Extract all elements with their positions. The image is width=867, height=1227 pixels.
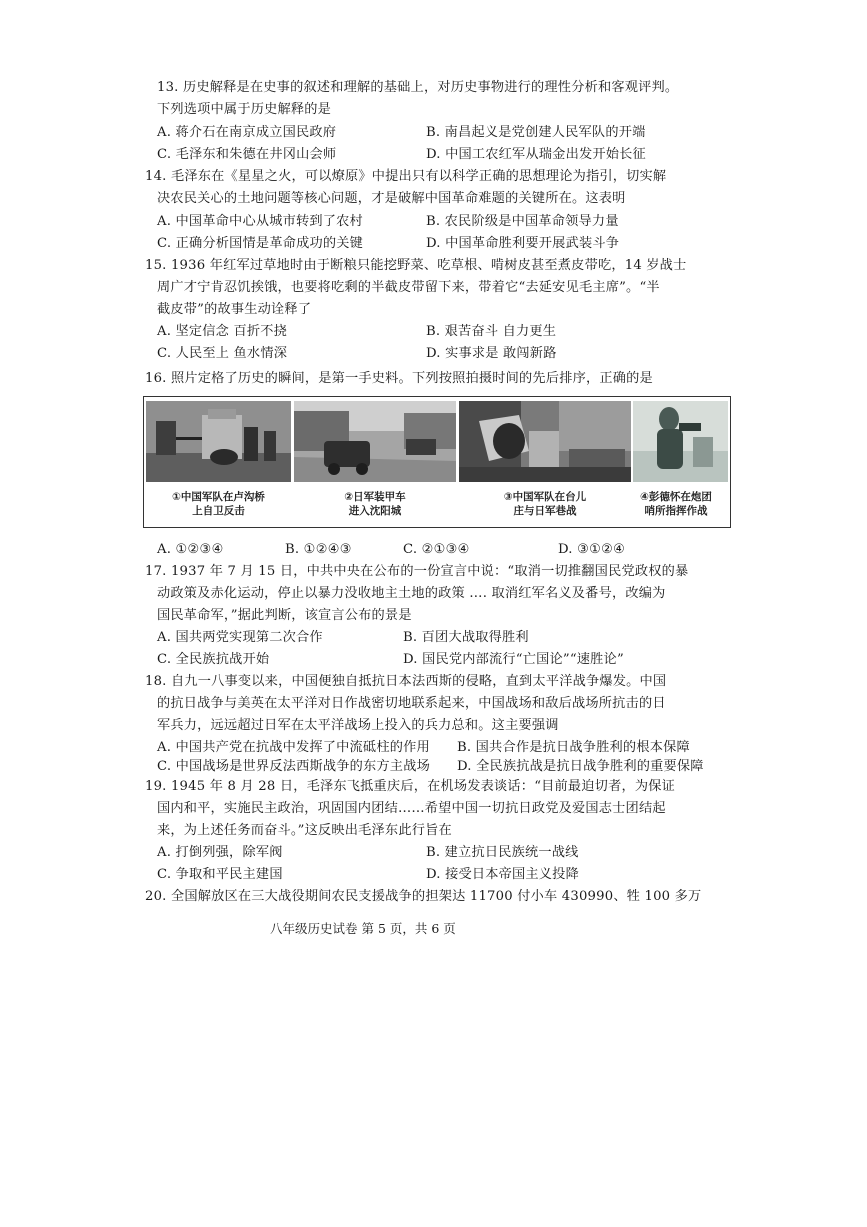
q13-option-c: C. 毛泽东和朱德在井冈山会师: [157, 147, 337, 162]
q18-stem-line-1: 18. 自九一八事变以来，中国便独自抵抗日本法西斯的侵略，直到太平洋战争爆发。中国: [145, 674, 667, 689]
q19-option-a: A. 打倒列强，除军阀: [157, 845, 283, 860]
q17-option-c: C. 全民族抗战开始: [157, 652, 270, 667]
q19-stem-line-2: 国内和平，实施民主政治，巩固国内团结……希望中国一切抗日政党及爱国志士团结起: [157, 801, 666, 816]
q19-option-c: C. 争取和平民主建国: [157, 867, 283, 882]
q17-stem-line-2: 动政策及赤化运动，停止以暴力没收地主土地的政策 …. 取消红军名义及番号，改编为: [157, 586, 666, 601]
photo-2-caption-line-1: ②日军装甲车: [344, 491, 406, 503]
q17-option-b: B. 百团大战取得胜利: [403, 630, 529, 645]
q17-option-d: D. 国民党内部流行“亡国论”“速胜论”: [403, 652, 624, 667]
q14-stem-line-2: 决农民关心的土地问题等核心问题，才是破解中国革命难题的关键所在。这表明: [157, 191, 626, 206]
q13-option-d: D. 中国工农红军从瑞金出发开始长征: [426, 147, 646, 162]
q14-option-a: A. 中国革命中心从城市转到了农村: [157, 214, 363, 229]
photo-4-caption-line-2: 哨所指挥作战: [644, 505, 708, 517]
q18-option-c: C. 中国战场是世界反法西斯战争的东方主战场: [157, 759, 430, 774]
photo-taierzhuang-street-fight: [459, 401, 631, 482]
q14-option-d: D. 中国革命胜利要开展武装斗争: [426, 236, 620, 251]
q17-stem-line-3: 国民革命军，”据此判断，该宣言公布的景是: [157, 608, 412, 623]
q19-option-d: D. 接受日本帝国主义投降: [426, 867, 579, 882]
q15-stem-line-2: 周广才宁肯忍饥挨饿，也要将吃剩的半截皮带留下来，带着它“去延安见毛主席”。“半: [157, 280, 660, 295]
q16-option-d: D. ③①②④: [558, 542, 626, 557]
photo-1-caption: [146, 490, 291, 518]
q17-stem-line-1: 17. 1937 年 7 月 15 日，中共中央在公布的一份宣言中说：“取消一切推翻国民党政权的暴: [145, 564, 689, 579]
q18-stem-line-2: 的抗日战争与美英在太平洋对日作战密切地联系起来，中国战场和敌后战场所抗击的日: [157, 696, 666, 711]
q15-stem-line-3: 截皮带”的故事生动诠释了: [157, 302, 312, 317]
q19-stem-line-3: 来，为上述任务而奋斗。”这反映出毛泽东此行旨在: [157, 823, 452, 838]
photo-2-caption: [294, 490, 456, 518]
q18-option-b: B. 国共合作是抗日战争胜利的根本保障: [457, 740, 690, 755]
q15-option-c: C. 人民至上 鱼水情深: [157, 346, 288, 361]
q15-option-d: D. 实事求是 敢闯新路: [426, 346, 557, 361]
photo-lugou-bridge: [146, 401, 291, 482]
q16-photo-strip: [143, 396, 731, 528]
q14-option-c: C. 正确分析国情是革命成功的关键: [157, 236, 364, 251]
q13-stem-line-2: 下列选项中属于历史解释的是: [157, 102, 332, 117]
q16-option-a: A. ①②③④: [157, 542, 224, 557]
photo-4-caption-line-1: ④彭德怀在炮团: [640, 491, 712, 503]
photo-4-caption: [624, 490, 728, 518]
page-footer: 八年级历史试卷 第 5 页，共 6 页: [270, 921, 456, 936]
q19-stem-line-1: 19. 1945 年 8 月 28 日，毛泽东飞抵重庆后，在机场发表谈话：“目前最迫切者，为保证: [145, 779, 676, 794]
q18-stem-line-3: 军兵力，远远超过日军在太平洋战场上投入的兵力总和。这主要强调: [157, 718, 559, 733]
q13-option-b: B. 南昌起义是党创建人民军队的开端: [426, 125, 646, 140]
q18-option-d: D. 全民族抗战是抗日战争胜利的重要保障: [457, 759, 704, 774]
photo-1-caption-line-1: ①中国军队在卢沟桥: [172, 491, 265, 503]
q13-stem-line-1: 13. 历史解释是在史事的叙述和理解的基础上，对历史事物进行的理性分析和客观评判。: [157, 80, 679, 95]
photo-3-caption-line-2: 庄与日军巷战: [513, 505, 577, 517]
photo-shenyang-armored-car: [294, 401, 456, 482]
q15-option-a: A. 坚定信念 百折不挠: [157, 324, 287, 339]
photo-2-caption-line-2: 进入沈阳城: [348, 505, 402, 517]
q16-option-c: C. ②①③④: [403, 542, 470, 557]
q16-stem: 16. 照片定格了历史的瞬间，是第一手史料。下列按照拍摄时间的先后排序，正确的是: [145, 371, 653, 386]
q19-option-b: B. 建立抗日民族统一战线: [426, 845, 579, 860]
q17-option-a: A. 国共两党实现第二次合作: [157, 630, 323, 645]
photo-3-caption: [459, 490, 631, 518]
photo-peng-dehuai-command: [633, 401, 728, 482]
q20-stem-line-1: 20. 全国解放区在三大战役期间农民支援战争的担架达 11700 付小车 430990、牲 100 多万: [145, 889, 702, 904]
q15-stem-line-1: 15. 1936 年红军过草地时由于断粮只能挖野菜、吃草根、啃树皮甚至煮皮带吃，14 岁战士: [145, 258, 687, 273]
q14-stem-line-1: 14. 毛泽东在《星星之火，可以燎原》中提出只有以科学正确的思想理论为指引，切实解: [145, 169, 667, 184]
q18-option-a: A. 中国共产党在抗战中发挥了中流砥柱的作用: [157, 740, 430, 755]
q15-option-b: B. 艰苦奋斗 自力更生: [426, 324, 557, 339]
q13-option-a: A. 蒋介石在南京成立国民政府: [157, 125, 337, 140]
q16-option-b: B. ①②④③: [285, 542, 352, 557]
photo-1-caption-line-2: 上自卫反击: [192, 505, 245, 517]
photo-3-caption-line-1: ③中国军队在台儿: [503, 491, 587, 503]
q14-option-b: B. 农民阶级是中国革命领导力量: [426, 214, 619, 229]
